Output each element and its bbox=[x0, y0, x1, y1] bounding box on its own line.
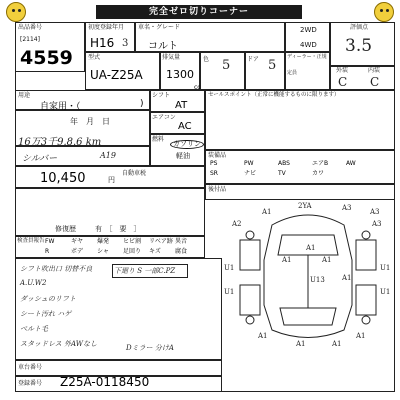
check-item: ギヤ bbox=[71, 238, 84, 245]
car-name-value: コルト bbox=[148, 41, 178, 52]
equipment-item: ナビ bbox=[244, 170, 257, 177]
score-label: 評価点 bbox=[350, 24, 369, 31]
interior-label: 内装 bbox=[368, 67, 381, 74]
score-value: 3.5 bbox=[345, 36, 373, 56]
remarks-right-1: 下廻り S 一部C.PZ bbox=[114, 267, 176, 275]
damage-mark: A1 bbox=[296, 340, 306, 348]
rear-seat-label: 後付品 bbox=[208, 186, 227, 193]
remark-line: シート汚れ ハゲ bbox=[20, 310, 72, 318]
damage-mark: A3 bbox=[370, 208, 380, 216]
ymd-label: 年 月 日 bbox=[70, 117, 110, 126]
damage-mark: U1 bbox=[380, 264, 391, 272]
sales-points-label: セールスポイント（正常に機能するものに限ります） bbox=[208, 92, 340, 98]
recycle-label: 有 ［ 要 ］ bbox=[95, 225, 141, 233]
lot-no-label: 出品番号 bbox=[18, 24, 43, 31]
check-item: 腐食 bbox=[175, 248, 188, 255]
registration-label: 登録番号 bbox=[18, 380, 43, 387]
damage-mark: U1 bbox=[224, 288, 235, 296]
remark-line: スタッドレス 外AWなし bbox=[20, 340, 97, 348]
month-value: 3 bbox=[122, 38, 129, 49]
rear-seat-cell bbox=[205, 184, 395, 200]
damage-mark: A1 bbox=[356, 332, 366, 340]
equipment-item: PS bbox=[210, 160, 218, 167]
banner: 完全ゼロ切りコーナー bbox=[96, 5, 302, 19]
mascot-icon bbox=[374, 2, 394, 22]
doors-label: ドア bbox=[247, 56, 259, 63]
color-rank: 5 bbox=[222, 58, 231, 73]
displacement-label: 排気量 bbox=[162, 54, 181, 61]
lot-no-value: 4559 bbox=[20, 47, 73, 69]
check-item: 足回り bbox=[123, 248, 142, 255]
remark-line: A.U.W2 bbox=[20, 279, 47, 287]
equipment-item: エアB bbox=[312, 160, 329, 167]
damage-mark-center: U13 bbox=[310, 276, 325, 284]
damage-mark: A1 bbox=[322, 256, 332, 264]
check-item: R bbox=[45, 248, 50, 255]
damage-mark: A1 bbox=[342, 274, 352, 282]
price-unit: 円 bbox=[108, 176, 115, 184]
check-item: シャ bbox=[97, 248, 109, 255]
color-label: 色 bbox=[203, 56, 210, 63]
remark-line: ダッシュのリフト bbox=[20, 295, 76, 303]
era-value: H16 bbox=[90, 36, 115, 50]
displacement-value: 1300 bbox=[166, 68, 194, 81]
exterior-rank: C bbox=[338, 75, 348, 89]
car-name-label: 車名・グレード bbox=[138, 24, 181, 31]
remarks-right-2: Dミラー 分けA bbox=[126, 344, 174, 352]
doors-value: 5 bbox=[268, 58, 277, 73]
mileage-value: 16万3千9.8.6 km bbox=[18, 137, 102, 148]
equipment-item: PW bbox=[244, 160, 254, 167]
equipment-cell bbox=[205, 150, 395, 184]
small-code: [2114] bbox=[20, 36, 40, 43]
damage-mark: A1 bbox=[258, 332, 268, 340]
dealer-label: ディーラー・正規 bbox=[287, 54, 327, 60]
equipment-item: ABS bbox=[278, 160, 290, 167]
first-reg-label: 初度登録年月 bbox=[88, 24, 125, 31]
interior-rank: C bbox=[370, 75, 380, 89]
shift-label: シフト bbox=[152, 92, 171, 99]
check-item: FW bbox=[45, 238, 55, 245]
damage-mark: U1 bbox=[380, 288, 391, 296]
fuel-circled: ガソリン bbox=[170, 140, 204, 149]
equipment-item: SR bbox=[210, 170, 218, 177]
damage-mark: A1 bbox=[332, 340, 342, 348]
price-note: 自動車税 bbox=[122, 170, 147, 177]
usage-cell bbox=[15, 90, 150, 110]
damage-mark: A2 bbox=[232, 220, 242, 228]
exterior-label: 外装 bbox=[336, 67, 349, 74]
drive-2wd: 2WD bbox=[300, 26, 317, 34]
equipment-label: 装備品 bbox=[208, 152, 227, 159]
aircon-value: AC bbox=[178, 121, 192, 132]
fuel-label: 燃料 bbox=[152, 136, 165, 143]
price-value: 10,450 bbox=[40, 171, 86, 186]
usage-close: ) bbox=[140, 99, 144, 109]
equipment-item: カワ bbox=[312, 170, 325, 177]
check-item: キズ bbox=[149, 248, 161, 255]
damage-mark: A1 bbox=[306, 244, 316, 252]
remark-line: ベルト毛 bbox=[20, 325, 48, 333]
fuel-other: 軽油 bbox=[176, 152, 190, 160]
shift-value: AT bbox=[175, 100, 188, 111]
sales-points-cell bbox=[205, 90, 395, 150]
damage-mark: A1 bbox=[262, 208, 272, 216]
check-item: ヒビ割 bbox=[123, 238, 142, 245]
serial-cell bbox=[15, 360, 222, 376]
mascot-icon bbox=[6, 2, 26, 22]
damage-mark-top: 2YA bbox=[298, 202, 312, 210]
car-damage-diagram bbox=[222, 200, 394, 355]
serial-value: Z25A-0118450 bbox=[60, 375, 150, 389]
damage-mark: U1 bbox=[224, 264, 235, 272]
inspection-label: 検査員報告 bbox=[17, 238, 45, 244]
repair-label: 修復歴 bbox=[55, 225, 76, 233]
displacement-unit: cc bbox=[194, 84, 201, 91]
type-label: 型式 bbox=[88, 54, 101, 61]
equipment-item: AW bbox=[346, 160, 356, 167]
usage-label: 用途 bbox=[18, 92, 31, 99]
color-code-value: A19 bbox=[100, 151, 116, 160]
equipment-item: TV bbox=[278, 170, 286, 177]
capacity-label: 定員 bbox=[287, 70, 298, 76]
check-item: 異音 bbox=[175, 238, 188, 245]
serial-label: 車台番号 bbox=[18, 364, 43, 371]
check-item: 爆発 bbox=[97, 238, 110, 245]
remark-line: シフト吹出口 切替不良 bbox=[20, 265, 93, 273]
check-item: リベア跡 bbox=[149, 238, 173, 245]
damage-mark: A3 bbox=[372, 220, 382, 228]
color-hand-value: シルバー bbox=[22, 154, 58, 164]
damage-mark: A3 bbox=[342, 204, 352, 212]
usage-value: 自家用・（ bbox=[40, 102, 81, 112]
type-value: UA-Z25A bbox=[90, 68, 143, 82]
drive-4wd: 4WD bbox=[300, 41, 317, 49]
check-item: ボデ bbox=[71, 248, 84, 255]
aircon-label: エアコン bbox=[152, 114, 176, 121]
damage-mark: A1 bbox=[282, 256, 292, 264]
